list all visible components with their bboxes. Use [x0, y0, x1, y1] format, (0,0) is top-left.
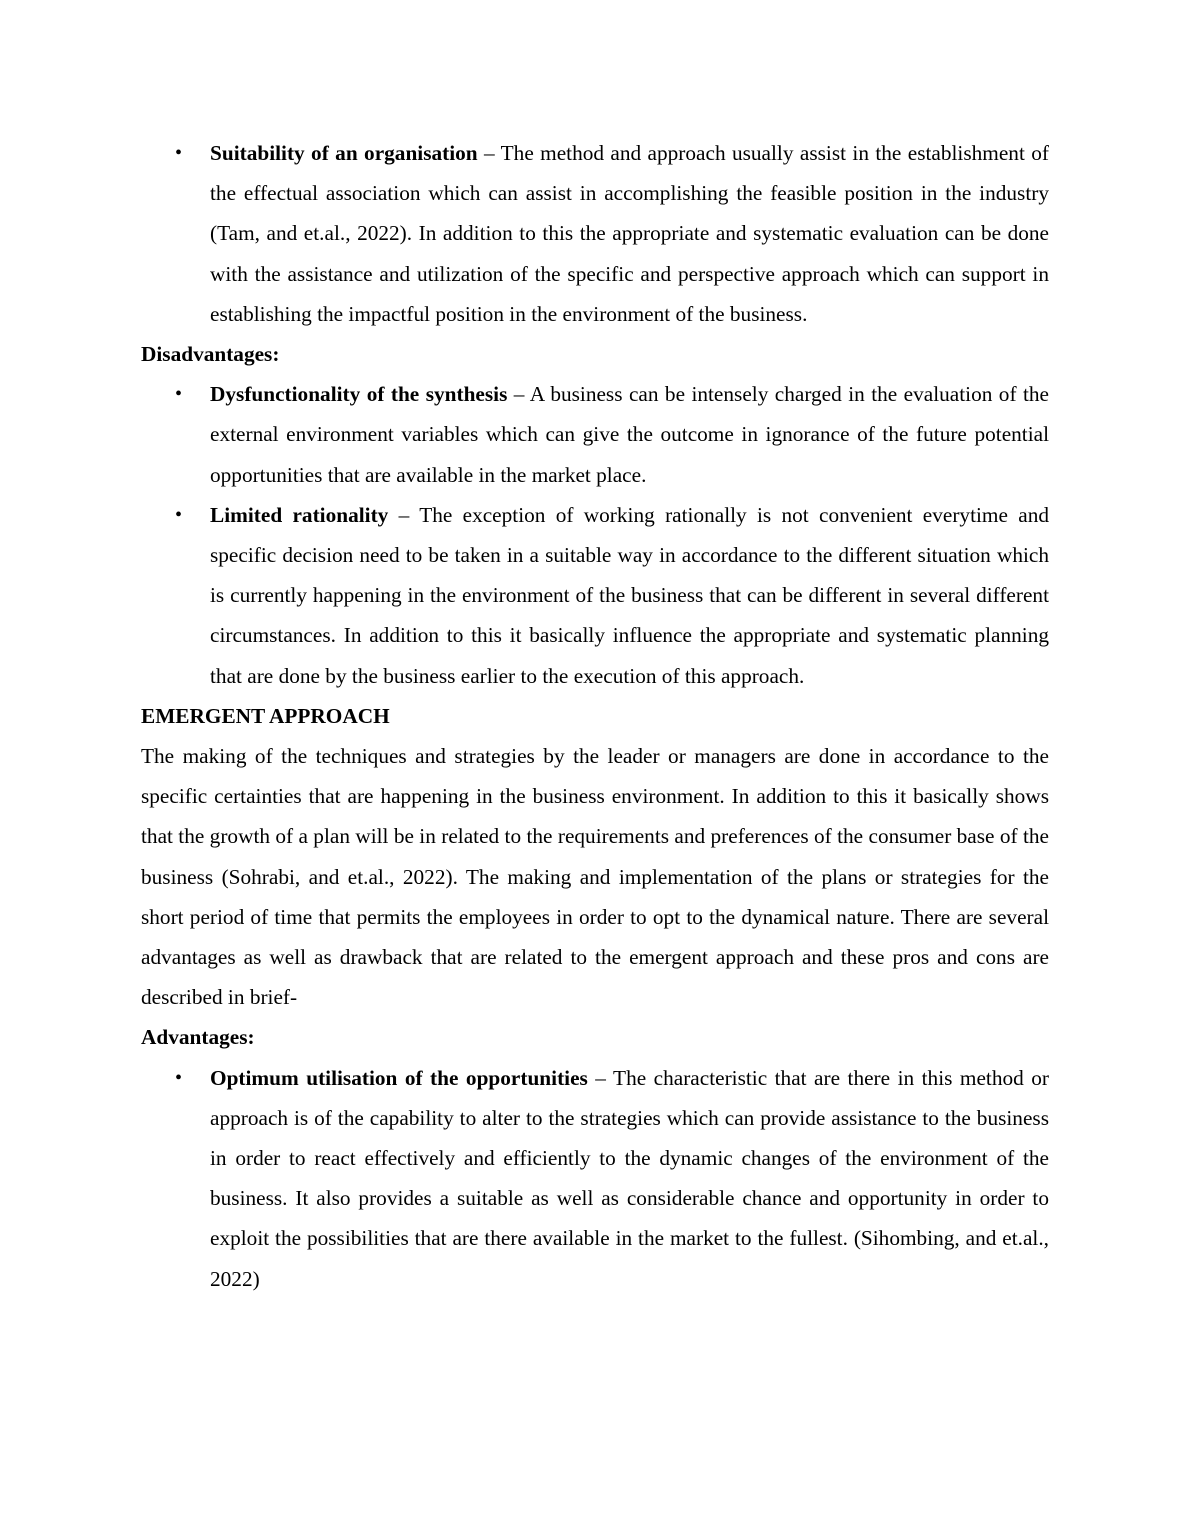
bullet-text: – The exception of working rationally is not convenient everytime and specific decision need to be taken in a suitable way in accordance to the different situation which is currently happening in the environment of the business that can be different in several different circumstances. In addition to this it basically influence the appropriate and systematic planning that are done by the business earlier to the execution of this approach.	[210, 502, 1049, 688]
emergent-approach-heading: EMERGENT APPROACH	[141, 703, 390, 728]
section1-bullet-list	[141, 133, 1049, 334]
list-item	[141, 133, 1049, 334]
bullet-text: – The characteristic that are there in this method or approach is of the capability to alter to the strategies which can provide assistance to the business in order to react effectively and efficiently to the dynamic changes of the environment of the business. It also provides a suitable as well as considerable chance and opportunity in order to exploit the possibilities that are there available in the market to the fullest. (Sihombing, and et.al., 2022)	[210, 1065, 1049, 1291]
bullet-icon: •	[175, 383, 183, 406]
bullet-icon: •	[175, 142, 183, 164]
bullet-term: Limited rationality	[210, 502, 389, 527]
advantages-heading: Advantages:	[141, 1025, 255, 1050]
list-item	[141, 1058, 1049, 1299]
list-item	[141, 374, 1049, 495]
bullet-icon: •	[175, 1066, 183, 1089]
bullet-term: Suitability of an organisation	[210, 141, 478, 165]
advantages-bullet-list	[141, 1058, 1049, 1299]
bullet-text: – The method and approach usually assist in the establishment of the effectual association which can assist in accomplishing the feasible position in the industry (Tam, and et.al., 2022). In addition to this the appropriate and systematic evaluation can be done with the assistance and utilization of the specific and perspective approach which can support in establishing the impactful position in the environment of the business.	[210, 141, 1049, 326]
disadvantages-bullet-list	[141, 374, 1049, 696]
disadvantages-heading: Disadvantages:	[141, 342, 280, 367]
list-item	[141, 495, 1049, 696]
bullet-term: Optimum utilisation of the opportunities	[210, 1065, 588, 1090]
bullet-term: Dysfunctionality of the synthesis	[210, 382, 508, 407]
bullet-text: – A business can be intensely charged in the evaluation of the external environment variables which can give the outcome in ignorance of the future potential opportunities that are available in the market place.	[210, 382, 1049, 487]
document-page	[141, 133, 1049, 1299]
bullet-icon: •	[175, 503, 183, 526]
emergent-approach-paragraph: The making of the techniques and strategies by the leader or managers are done in accordance to the specific certainties that are happening in the business environment. In addition to this it basically shows that the growth of a plan will be in related to the requirements and preferences of the consumer base of the business (Sohrabi, and et.al., 2022). The making and implementation of the plans or strategies for the short period of time that permits the employees in order to opt to the dynamical nature. There are several advantages as well as drawback that are related to the emergent approach and these pros and cons are described in brief-	[141, 744, 1049, 1010]
